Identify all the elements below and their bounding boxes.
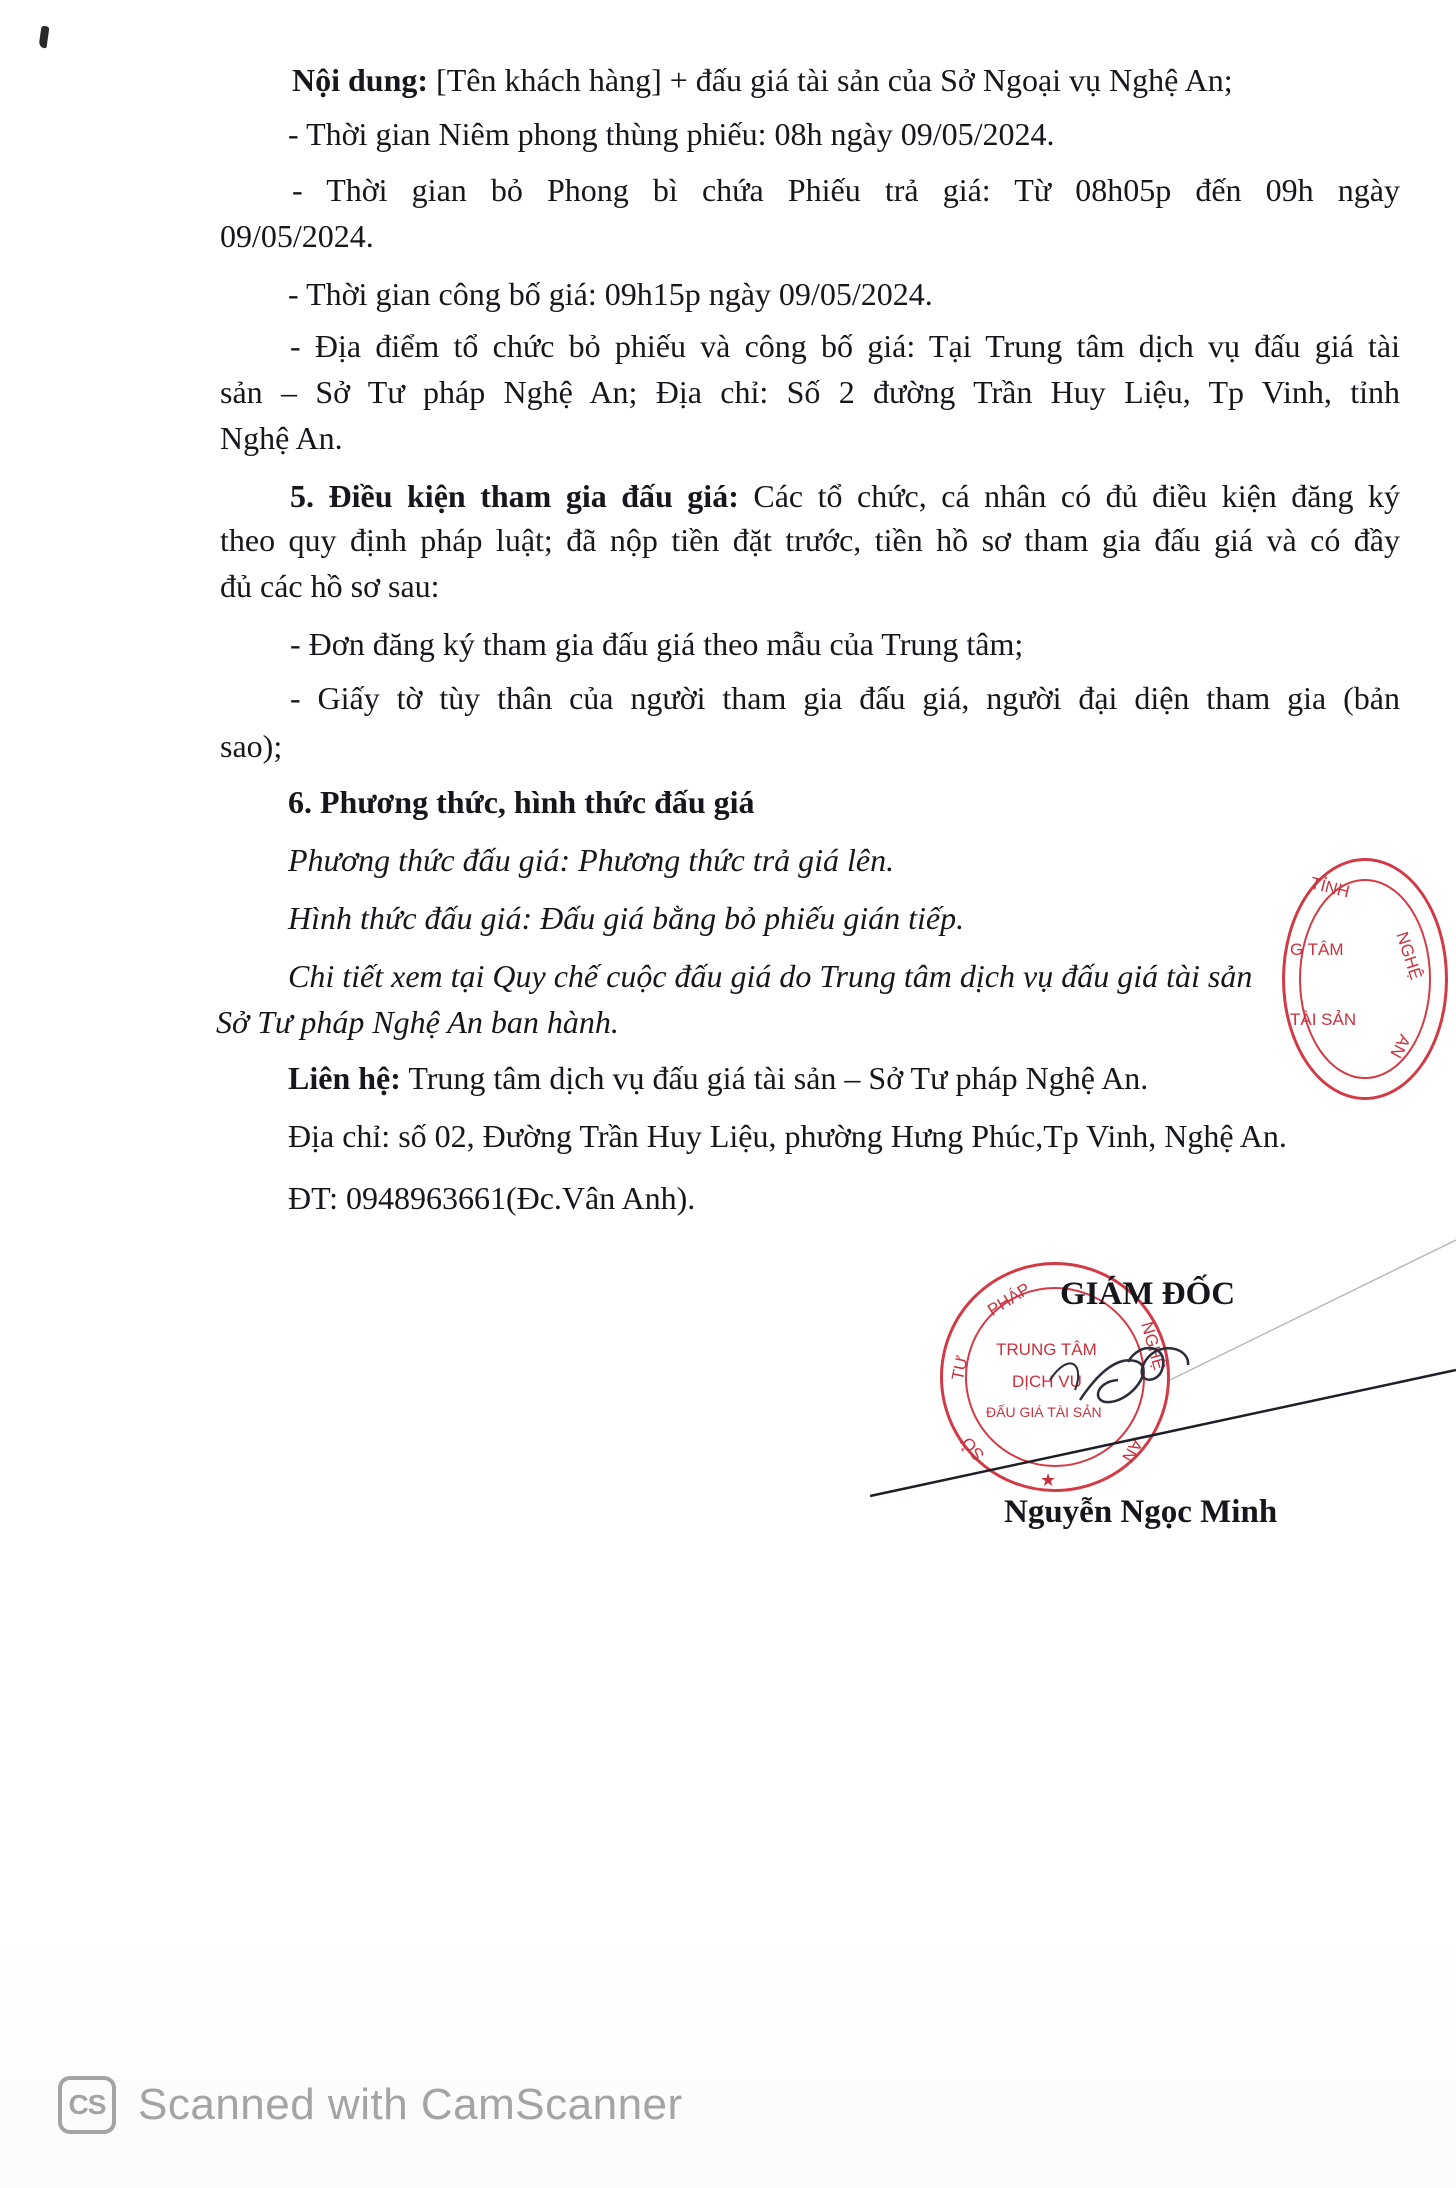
chi-tiet-line-2: Sở Tư pháp Nghệ An ban hành. — [216, 1004, 619, 1040]
camscanner-logo-icon: CS — [58, 2076, 116, 2134]
noi-dung-line — [292, 58, 1233, 102]
phuong-thuc-line: Phương thức đấu giá: Phương thức trả giá lên. — [288, 842, 895, 878]
seal-text-an: AN — [1118, 1435, 1147, 1466]
dia-diem-line-3: Nghệ An. — [220, 420, 343, 456]
seal-text-tu: TƯ — [948, 1353, 972, 1383]
phone-line: ĐT: 0948963661(Đc.Vân Anh). — [288, 1180, 696, 1216]
seal-text-phap: PHÁP — [984, 1279, 1034, 1320]
handwritten-signature — [870, 1230, 1456, 1530]
section5-heading: 5. Điều kiện tham gia đấu giá: — [290, 478, 739, 514]
right-stamp-text-3: TÀI SẢN — [1290, 1010, 1357, 1029]
section6-heading: 6. Phương thức, hình thức đấu giá — [288, 784, 755, 820]
chi-tiet-line-1: Chi tiết xem tại Quy chế cuộc đấu giá do Trung tâm dịch vụ đấu giá tài sản — [288, 958, 1253, 994]
right-stamp-text-5: AN — [1386, 1031, 1415, 1062]
section5-line-3: đủ các hồ sơ sau: — [220, 568, 440, 604]
section5-item-2-line-2: sao); — [220, 728, 283, 764]
niem-phong-line: - Thời gian Niêm phong thùng phiếu: 08h ngày 09/05/2024. — [288, 116, 1055, 152]
hinh-thuc-line: Hình thức đấu giá: Đấu giá bằng bỏ phiếu gián tiếp. — [288, 900, 965, 936]
camscanner-watermark — [58, 2076, 683, 2134]
seal-text-dau-gia: ĐẤU GIÁ TÀI SẢN — [986, 1404, 1102, 1420]
section5-line-1 — [290, 474, 1400, 518]
cong-bo-line: - Thời gian công bố giá: 09h15p ngày 09/05/2024. — [288, 276, 933, 312]
seal-star-icon: ★ — [1040, 1470, 1057, 1490]
signer-name: Nguyễn Ngọc Minh — [1004, 1494, 1278, 1530]
scan-mark — [39, 26, 50, 49]
bo-phong-bi-line-2: 09/05/2024. — [220, 218, 374, 254]
noi-dung-label: Nội dung: — [292, 62, 429, 98]
lien-he-text: Trung tâm dịch vụ đấu giá tài sản – Sở Tư pháp Nghệ An. — [400, 1060, 1149, 1096]
seal-text-dich-vu: DỊCH VỤ — [1012, 1372, 1082, 1391]
right-stamp-text-4: NGHỆ — [1392, 929, 1426, 983]
seal-text-so: SỞ — [956, 1432, 989, 1465]
right-stamp-text-1: TỈNH — [1308, 873, 1352, 902]
scan-background — [0, 1925, 1456, 2188]
seal-text-nghe: NGHỆ — [1137, 1319, 1169, 1373]
camscanner-text: Scanned with CamScanner — [138, 2080, 683, 2129]
noi-dung-text: [Tên khách hàng] + đấu giá tài sản của Sở Ngoại vụ Nghệ An; — [428, 62, 1233, 98]
section5-line-2: theo quy định pháp luật; đã nộp tiền đặt trước, tiền hồ sơ tham gia đấu giá và có đầy — [220, 522, 1400, 558]
signature-title: GIÁM ĐỐC — [1060, 1276, 1236, 1312]
section5-item-1: - Đơn đăng ký tham gia đấu giá theo mẫu của Trung tâm; — [290, 626, 1024, 662]
lien-he-label: Liên hệ: — [288, 1060, 401, 1096]
section5-item-2-line-1: - Giấy tờ tùy thân của người tham gia đấu giá, người đại diện tham gia (bản — [290, 680, 1400, 716]
right-edge-stamp — [1282, 858, 1448, 1100]
right-stamp-text-2: G TÂM — [1290, 940, 1344, 959]
lien-he-line — [288, 1056, 1148, 1100]
seal-text-trung-tam: TRUNG TÂM — [996, 1340, 1097, 1359]
section5-line-1-text: Các tổ chức, cá nhân có đủ điều kiện đăng ký — [738, 478, 1401, 514]
dia-chi-line: Địa chỉ: số 02, Đường Trần Huy Liệu, phường Hưng Phúc,Tp Vinh, Nghệ An. — [288, 1118, 1287, 1154]
dia-diem-line-2: sản – Sở Tư pháp Nghệ An; Địa chỉ: Số 2 đường Trần Huy Liệu, Tp Vinh, tỉnh — [220, 374, 1400, 410]
dia-diem-line-1: - Địa điểm tổ chức bỏ phiếu và công bố giá: Tại Trung tâm dịch vụ đấu giá tài — [290, 328, 1400, 364]
bo-phong-bi-line-1: - Thời gian bỏ Phong bì chứa Phiếu trả giá: Từ 08h05p đến 09h ngày — [292, 172, 1400, 208]
